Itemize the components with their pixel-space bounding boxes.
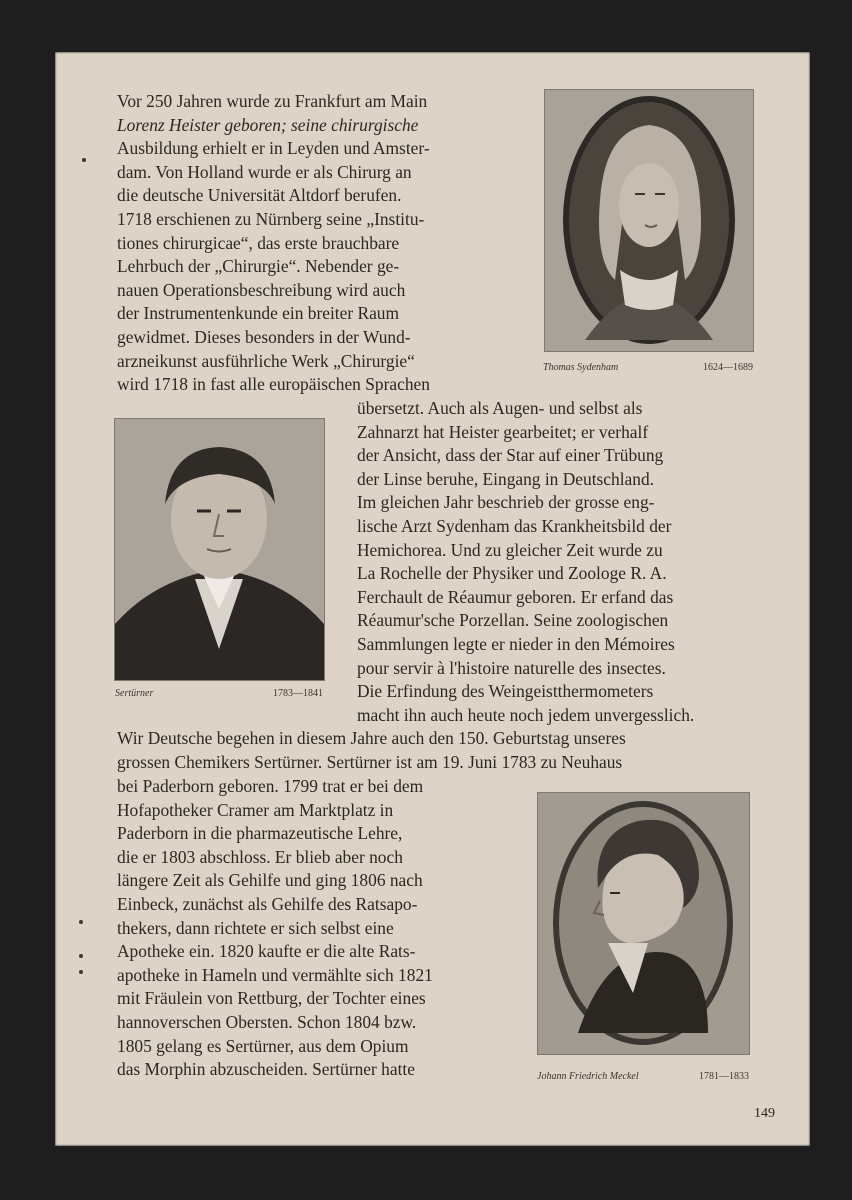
text-line: dam. Von Holland wurde er als Chirurg an <box>117 161 412 182</box>
text-line: arzneikunst ausführliche Werk „Chirurgie“ <box>117 350 415 371</box>
portrait-serturner <box>114 418 325 681</box>
text-line: Ferchault de Réaumur geboren. Er erfand das <box>357 586 674 607</box>
text-line: grossen Chemikers Sertürner. Sertürner ist am 19. Juni 1783 zu Neuhaus <box>117 751 623 772</box>
text-line: die er 1803 abschloss. Er blieb aber noch <box>117 846 403 867</box>
text-line: längere Zeit als Gehilfe und ging 1806 nach <box>117 870 423 891</box>
text-line: apotheke in Hameln und vermählte sich 1821 <box>117 964 433 985</box>
binding-mark <box>79 920 83 924</box>
page-number: 149 <box>754 1106 775 1121</box>
text-line: Wir Deutsche begehen in diesem Jahre auch den 150. Geburtstag unseres <box>117 728 626 748</box>
portrait-meckel <box>537 792 750 1055</box>
text-line: tiones chirurgicae“, das erste brauchbare <box>117 232 400 253</box>
portrait-dates: 1624—1689 <box>703 362 753 373</box>
text-line: der Ansicht, dass der Star auf einer Trübung <box>357 445 664 466</box>
text-line: das Morphin abzuscheiden. Sertürner hatte <box>117 1059 415 1080</box>
binding-mark <box>79 954 83 958</box>
portrait-name: Johann Friedrich Meckel <box>537 1071 639 1082</box>
text-line: thekers, dann richtete er sich selbst eine <box>117 917 394 938</box>
portrait-name: Thomas Sydenham <box>543 362 619 373</box>
book-page <box>55 52 810 1146</box>
text-line: übersetzt. Auch als Augen- und selbst als <box>357 398 643 418</box>
text-line: Im gleichen Jahr beschrieb der grosse eng- <box>357 492 655 513</box>
text-line: die deutsche Universität Altdorf berufen. <box>117 185 402 206</box>
portrait-dates: 1781—1833 <box>699 1071 749 1082</box>
text-line: Ausbildung erhielt er in Leyden und Amster- <box>117 138 430 159</box>
text-block-heister <box>117 90 512 397</box>
text-line: Hofapotheker Cramer am Marktplatz in <box>117 799 394 820</box>
text-line: macht ihn auch heute noch jedem unvergesslich. <box>357 704 695 725</box>
text-line: Lehrbuch der „Chirurgie“. Nebender ge- <box>117 256 400 277</box>
portrait-sydenham <box>544 89 754 352</box>
text-line: 1718 erschienen zu Nürnberg seine „Institu- <box>117 208 425 229</box>
text-line: nauen Operationsbeschreibung wird auch <box>117 279 406 300</box>
text-line: pour servir à l'histoire naturelle des insectes. <box>357 657 666 678</box>
text-line: der Instrumentenkunde ein breiter Raum <box>117 303 400 324</box>
text-line: Lorenz Heister geboren; seine chirurgische <box>117 114 419 135</box>
binding-mark <box>82 158 86 162</box>
text-block-serturner-intro <box>117 727 753 774</box>
caption-serturner <box>115 688 323 699</box>
text-line: Vor 250 Jahren wurde zu Frankfurt am Main <box>117 91 428 111</box>
oval-portrait-image <box>538 793 749 1054</box>
text-block-sydenham-reaumur <box>357 397 751 727</box>
text-line: Die Erfindung des Weingeistthermometers <box>357 681 654 702</box>
text-line: lische Arzt Sydenham das Krankheitsbild der <box>357 515 672 536</box>
binding-mark <box>79 970 83 974</box>
portrait-name: Sertürner <box>115 688 154 699</box>
text-line: Sammlungen legte er nieder in den Mémoires <box>357 633 675 654</box>
text-line: der Linse beruhe, Eingang in Deutschland. <box>357 468 654 489</box>
text-line: Paderborn in die pharmazeutische Lehre, <box>117 823 403 844</box>
caption-sydenham <box>543 362 753 373</box>
text-line: bei Paderborn geboren. 1799 trat er bei dem <box>117 776 424 796</box>
text-line: hannoverschen Obersten. Schon 1804 bzw. <box>117 1011 417 1032</box>
portrait-dates: 1783—1841 <box>273 688 323 699</box>
text-line: La Rochelle der Physiker und Zoologe R. A. <box>357 563 667 584</box>
text-line: Apotheke ein. 1820 kaufte er die alte Rats- <box>117 941 416 962</box>
text-line: 1805 gelang es Sertürner, aus dem Opium <box>117 1035 409 1056</box>
text-line: Réaumur'sche Porzellan. Seine zoologischen <box>357 610 669 631</box>
text-block-serturner-bio <box>117 775 505 1082</box>
caption-meckel <box>537 1071 749 1082</box>
text-line: Einbeck, zunächst als Gehilfe des Ratsapo- <box>117 893 418 914</box>
text-line: Zahnarzt hat Heister gearbeitet; er verhalf <box>357 421 649 442</box>
text-line: gewidmet. Dieses besonders in der Wund- <box>117 326 411 347</box>
text-line: wird 1718 in fast alle europäischen Sprachen <box>117 374 430 395</box>
oval-portrait-image <box>545 90 753 351</box>
rectangular-portrait-image <box>115 419 324 680</box>
text-line: mit Fräulein von Rettburg, der Tochter eines <box>117 988 426 1009</box>
text-line: Hemichorea. Und zu gleicher Zeit wurde zu <box>357 539 663 560</box>
